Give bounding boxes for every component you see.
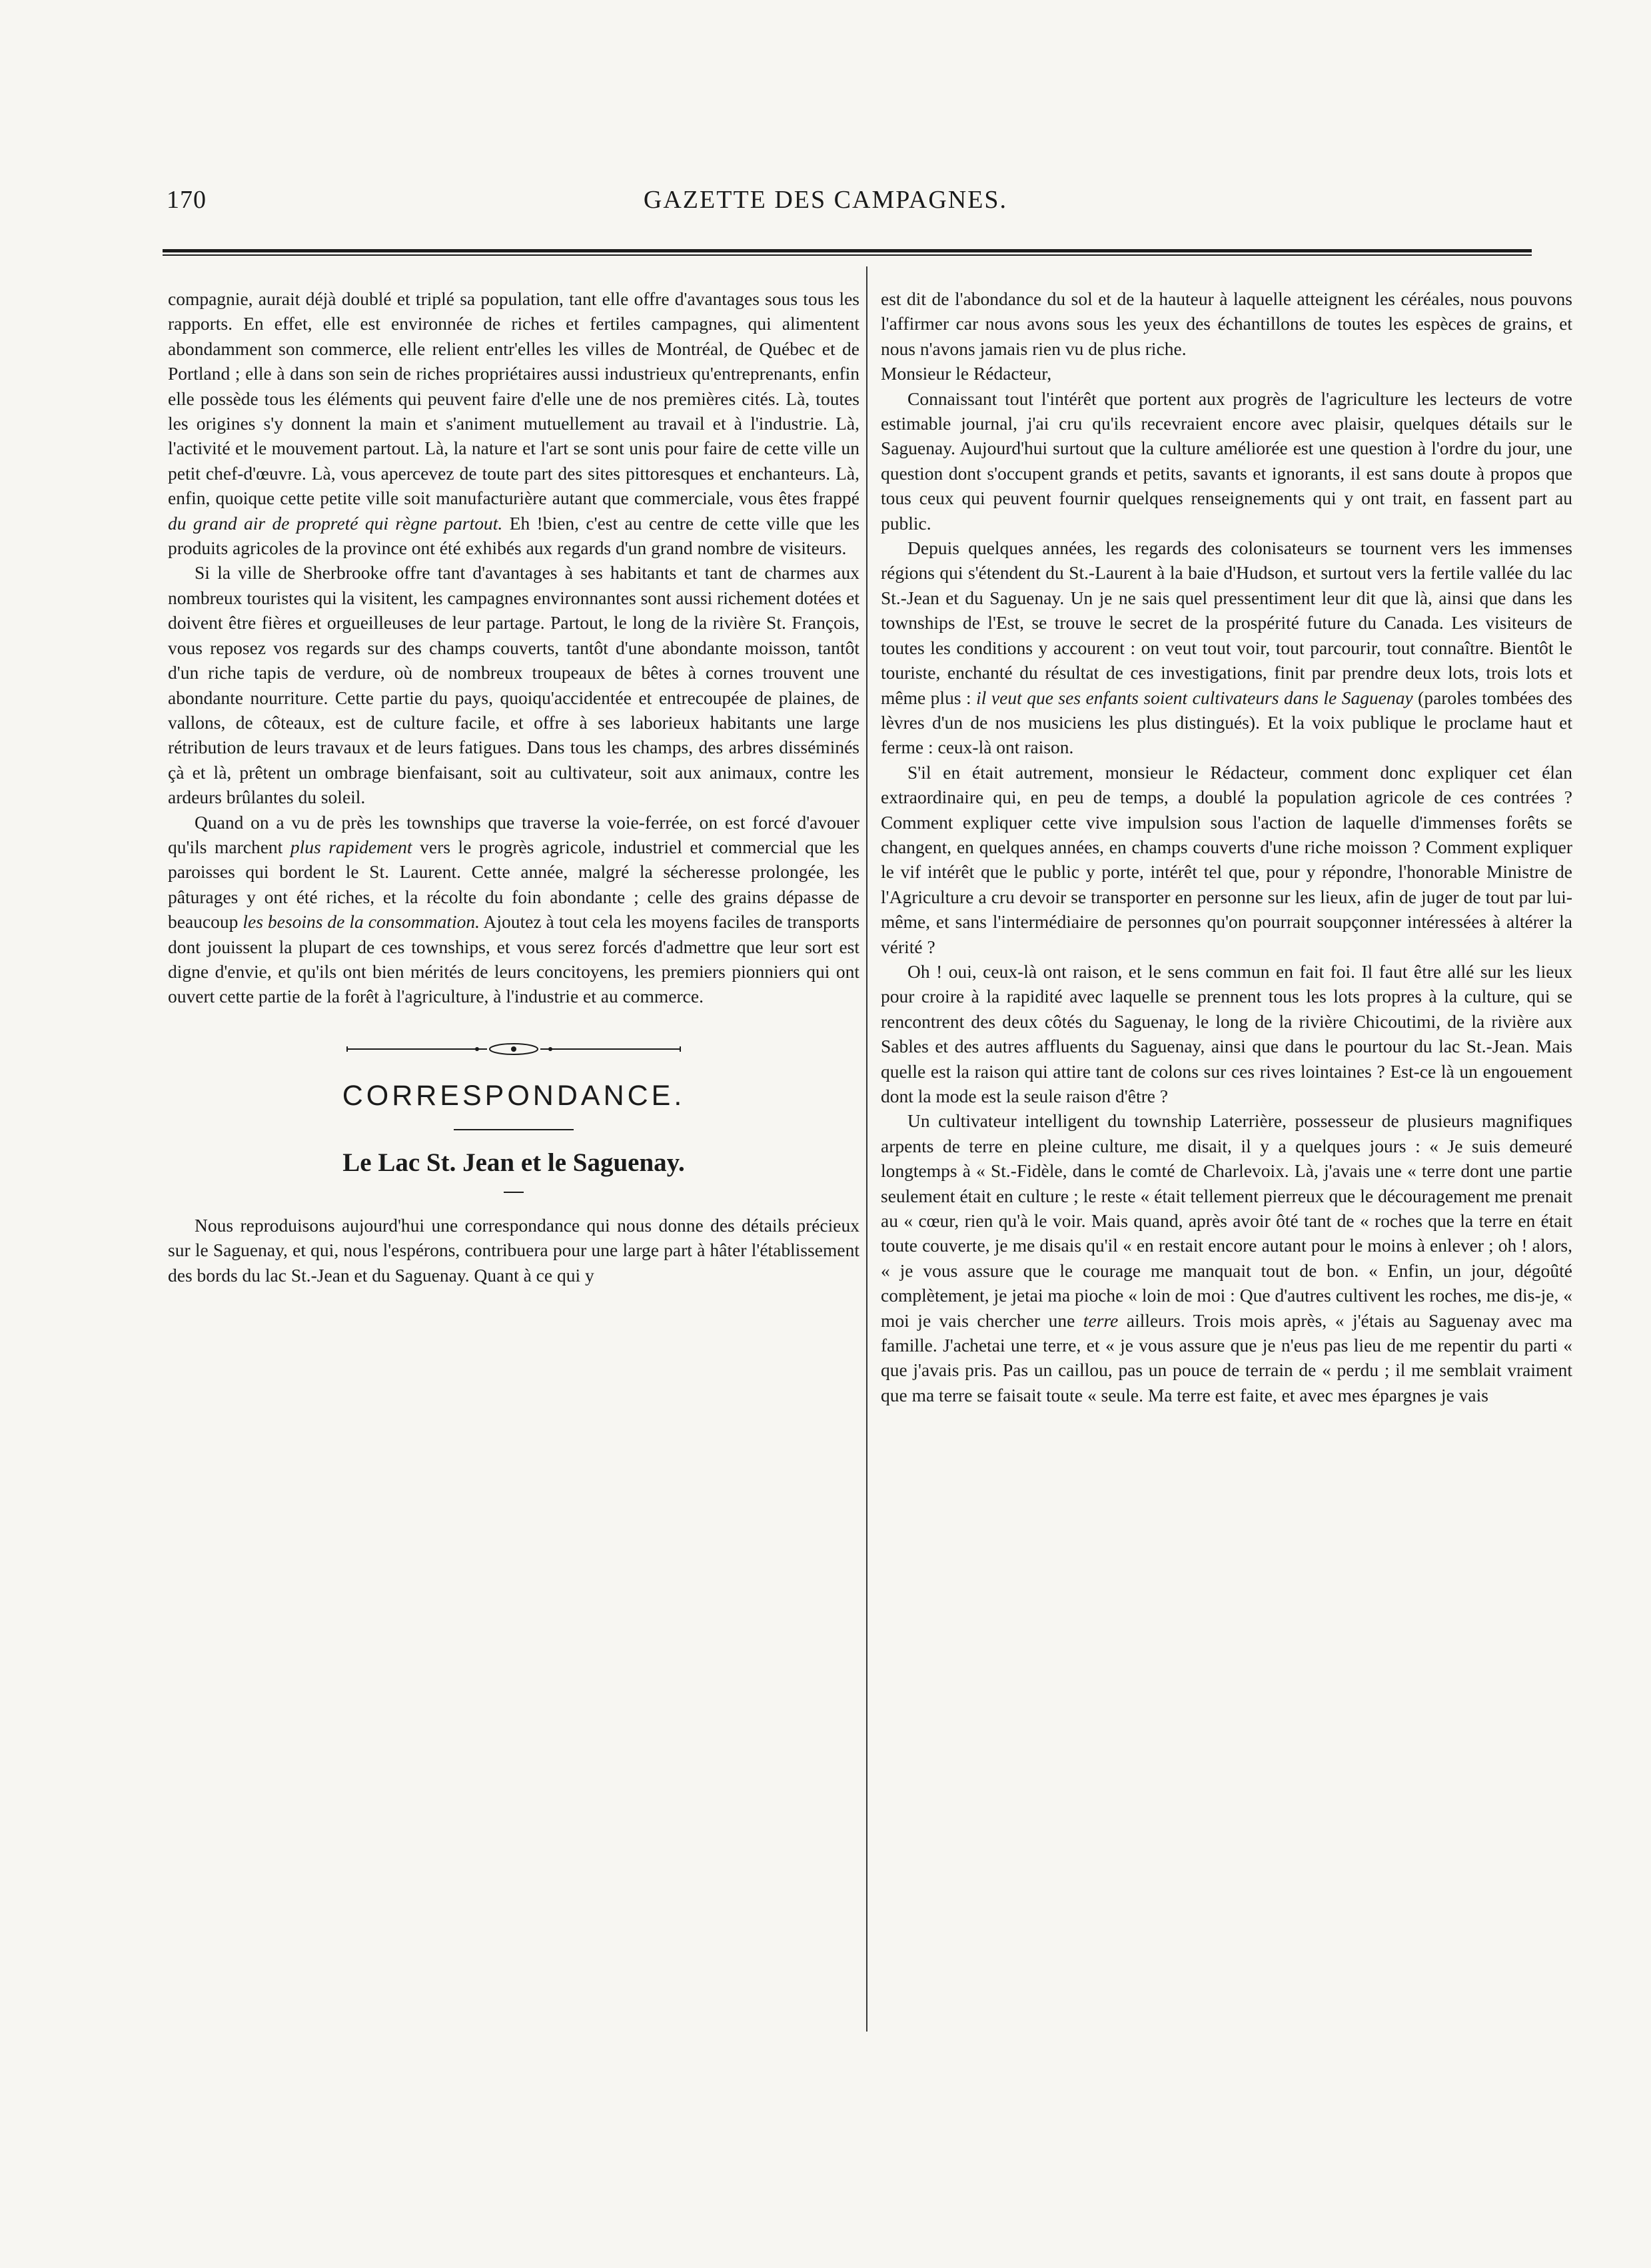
right-paragraph-6 [881, 1108, 1572, 1407]
right-paragraph-3 [881, 536, 1572, 760]
left-paragraph-2: Si la ville de Sherbrooke offre tant d'avantages à ses habitants et tant de charmes aux nombreux touristes qui la visitent, les campagnes environnantes sont aussi richement dotées et doivent être fières et orgueilleuses de leur partage. Partout, le long de la rivière St. François, vous reposez vos regards sur des champs couverts, tantôt d'une abondante moisson, tantôt d'un riche tapis de verdure, où de nombreux troupeaux de bêtes à cornes trouvent une abondante nourriture. Cette partie du pays, quoiqu'accidentée et entrecoupée de plaines, de vallons, de côteaux, est de culture facile, et offre à ses laborieux habitants une large rétribution de leurs travaux et de leurs fatigues. Dans tous les champs, des arbres disséminés çà et là, prêtent un ombrage bienfaisant, soit au cultivateur, soit aux animaux, contre les ardeurs brûlantes du soleil. [168, 562, 859, 808]
left-p1-tail: Eh !bien, c'est au centre de cette ville que les produits agricoles de la province ont été exhibés aux regards d'un grand nombre de visiteurs. [168, 512, 859, 559]
right-p3-emphasis: il veut que ses enfants soient cultivateurs dans le Saguenay [976, 687, 1413, 708]
left-p3-emphasis-2: les besoins de la consommation. [243, 911, 480, 933]
left-p3-text-a: Quand on a vu de près les townships que traverse la voie-ferrée, on est forcé d'avouer qu'ils marchent [168, 811, 859, 857]
right-p6-text-a: Un cultivateur intelligent du township Laterrière, possesseur de plusieurs magnifiques arpents de terre en pleine culture, me disait, il y a quelques jours : « Je suis demeuré longtemps à « St.-Fidèle, dans le comté de Charlevoix. Là, j'avais une « terre dont une partie seulement était en culture ; le reste « était tellement pierreux que le découragement me prenait au « cœur, rien qu'à le voir. Mais quand, après avoir ôté tant de « roches que la terre en était toute couverte, je me disais qu'il « en restait encore autant pour le moins à enlever ; oh ! alors, « je vous assure que le courage me manquait tout de bon. « Enfin, un jour, dégoûté complètement, je jetai ma pioche « loin de moi : Que d'autres cultivent les roches, me dis-je, « moi je vais chercher une [881, 1110, 1572, 1331]
article-title: Le Lac St. Jean et le Saguenay. [342, 1148, 685, 1177]
right-p3-text-b: (paroles tombées des lèvres d'un de nos musiciens les plus distingués). Et la voix publique le proclame haut et ferme : ceux-là ont raison. [881, 687, 1572, 758]
right-p3-text-a: Depuis quelques années, les regards des colonisateurs se tournent vers les immenses régions qui s'étendent du St.-Laurent à la baie d'Hudson, et surtout vers la fertile vallée du lac St.-Jean et du Saguenay. Un je ne sais quel pressentiment leur dit que là, ainsi que dans les townships de l'Est, se trouve le secret de la prospérité future du Canada. Les visiteurs de toutes les conditions y accourent : on veut tout voir, tout parcourir, tout connaître. Bientôt le touriste, enchanté du résultat de ces investigations, finit par prendre deux lots, trois lots et même plus : [881, 538, 1572, 708]
left-paragraph-4: Nous reproduisons aujourd'hui une correspondance qui nous donne des détails précieux sur le Saguenay, et qui, nous l'espérons, contribuera pour une large part à hâter l'établissement des bords du lac St.-Jean et du Saguenay. Quant à ce qui y [168, 1214, 859, 1286]
ornament-divider [340, 1041, 687, 1057]
header-rule-thick [163, 249, 1532, 252]
running-head-title: GAZETTE DES CAMPAGNES. [643, 186, 1008, 214]
left-column [168, 286, 859, 2032]
left-p3-emphasis-1: plus rapidement [290, 836, 412, 857]
right-p6-text-b: ailleurs. Trois mois après, « j'étais au Saguenay avec ma famille. J'achetai une terre, et « je vous assure que je n'eus pas lieu de me repentir du parti « que j'avais pris. Pas un caillou, pas un pouce de terrain de « perdu ; il me semblait vraiment que ma terre se faisait toute « seule. Ma terre est faite, et avec mes épargnes je vais [881, 1310, 1572, 1405]
right-paragraph-1: est dit de l'abondance du sol et de la hauteur à laquelle atteignent les céréales, nous pouvons l'affirmer car nous avons sous les yeux des échantillons de toutes les espèces de grains, et nous n'avons jamais rien vu de plus riche. [881, 288, 1572, 359]
right-paragraph-2: Connaissant tout l'intérêt que portent aux progrès de l'agriculture les lecteurs de votre estimable journal, j'ai cru qu'ils recevraient encore avec plaisir, quelques détails sur le Saguenay. Aujourd'hui surtout que la culture améliorée est une question à l'ordre du jour, une question dont s'occupent grands et petits, savants et ignorants, il est sans doute à propos que tous ceux qui peuvent fournir quelques renseignements qui y ont trait, en fassent part au public. [881, 388, 1572, 534]
right-column [881, 286, 1572, 2032]
letter-salutation: Monsieur le Rédacteur, [881, 363, 1052, 384]
right-paragraph-5: Oh ! oui, ceux-là ont raison, et le sens commun en fait foi. Il faut être allé sur les lieux pour croire à la rapidité avec laquelle se prennent tous les lots propres à la culture, qui se rencontrent des deux côtés du Saguenay, le long de la rivière Chicoutimi, de la rivière aux Sables et des autres affluents du Saguenay, ainsi que dans le pourtour du lac St.-Jean. Mais quelle est la raison qui attire tant de colons sur ces rives lointaines ? Est-ce là un engouement dont la mode est la seule raison d'être ? [881, 960, 1572, 1106]
article-title-dash [504, 1192, 524, 1193]
left-paragraph-3 [168, 810, 859, 1009]
right-p6-emphasis: terre [1083, 1310, 1119, 1331]
left-p3-text-b: vers le progrès agricole, industriel et commercial que les paroisses qui bordent le St. Laurent. Cette année, malgré la sécheresse prolongée, les pâturages y ont été riches, et la récolte du foin abondante ; celle des grains dépasse de beaucoup [168, 836, 859, 933]
left-paragraph-1 [168, 286, 859, 560]
left-p1-text: compagnie, aurait déjà doublé et triplé sa population, tant elle offre d'avantages sous tous les rapports. En effet, elle est environnée de riches et fertiles campagnes, qui alimentent abondamment son commerce, elle relient entr'elles les villes de Montréal, de Québec et de Portland ; elle à dans son sein de riches propriétaires aussi industrieux qu'entreprenants, enfin elle possède tous les éléments qui peuvent faire d'elle une de nos premières cités. Là, toutes les origines s'y donnent la main et s'animent mutuellement au travail et à l'industrie. Là, l'activité et le mouvement partout. Là, la nature et l'art se sont unis pour faire de cette ville un petit chef-d'œuvre. Là, vous apercevez de toute part des sites pittoresques et enchanteurs. Là, enfin, quoique cette petite ville soit manufacturière autant que commerciale, vous êtes frappé [168, 288, 859, 509]
section-title-rule [454, 1129, 574, 1130]
section-title: CORRESPONDANCE. [342, 1079, 686, 1112]
left-p1-emphasis: du grand air de propreté qui règne partout. [168, 512, 503, 534]
page-number: 170 [167, 186, 207, 214]
header-rule-thin [163, 254, 1532, 256]
left-p3-text-c: Ajoutez à tout cela les moyens faciles de transports dont jouissent la plupart de ces townships, et vous serez forcés d'admettre que leur sort est digne d'envie, et qu'ils ont bien mérités de leurs concitoyens, les premiers pionniers qui ont ouvert cette partie de la forêt à l'agriculture, à l'industrie et au commerce. [168, 911, 859, 1007]
column-divider [866, 266, 867, 2032]
right-paragraph-4: S'il en était autrement, monsieur le Rédacteur, comment donc expliquer cet élan extraordinaire qui, en peu de temps, a doublé la population agricole de ces contrées ? Comment expliquer cette vive impulsion sous l'action de laquelle d'immenses forêts se changent, en quelques années, en champs couverts d'une riche moisson ? Comment expliquer le vif intérêt que le public y porte, intérêt tel que, pour y répondre, l'honorable Ministre de l'Agriculture a cru devoir se transporter en personne sur les lieux, afin de juger de tout par lui-même, et sans l'intermédiaire de personnes qu'on pourrait soupçonner intéressées à altérer la vérité ? [881, 761, 1572, 957]
